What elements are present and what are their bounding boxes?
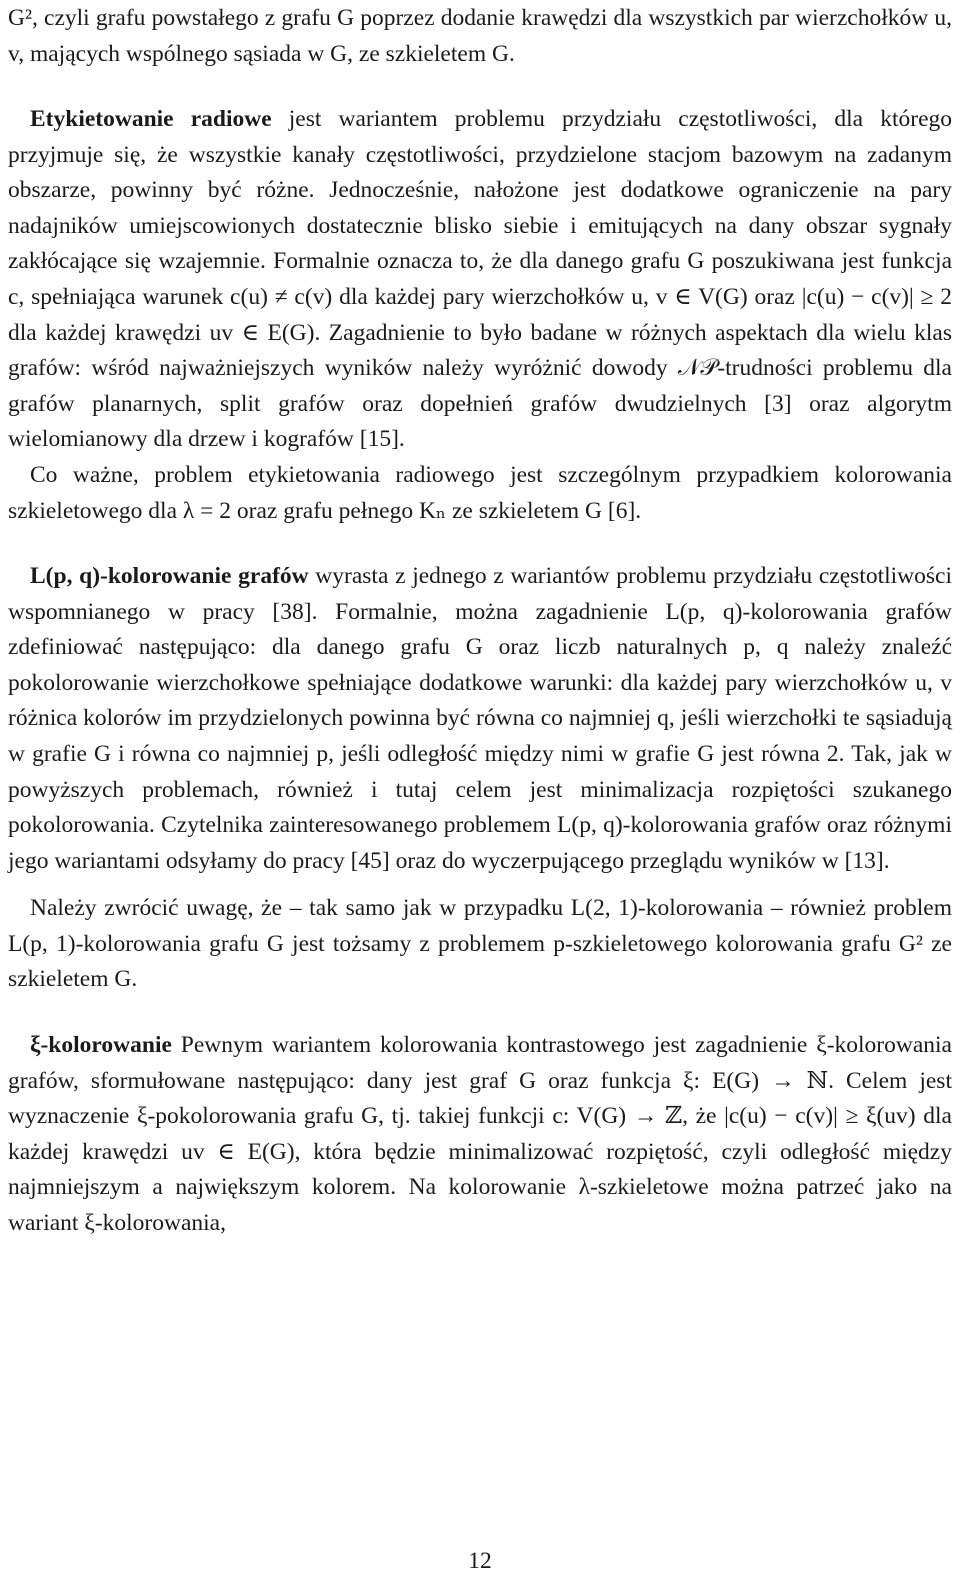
paragraph-lp1-equivalence [8,891,952,998]
paragraph-text: Należy zwrócić uwagę, że – tak samo jak w przypadku L(2, 1)-kolorowania – również problem L(p, 1)-kolorowania grafu G jest tożsamy z problemem p-szkieletowego kolorowania grafu G² ze szkieletem G. [8,895,952,993]
paragraph-text: G², czyli grafu powstałego z grafu G poprzez dodanie krawędzi dla wszystkich par wierzchołków u, v, mających wspólnego sąsiada w G, ze szkieletem G. [8,5,952,67]
paragraph-text: wyrasta z jednego z wariantów problemu przydziału częstotliwości wspomnianego w pracy [38]. Formalnie, można zagadnienie L(p, q)-kolorowania grafów zdefiniować następująco: dla danego grafu G oraz liczb naturalnych p, q należy znaleźć pokolorowanie wierzchołkowe spełniające dodatkowe warunki: dla każdej pary wierzchołków u, v różnica kolorów im przydzielonych powinna być równa co najmniej q, jeśli wierzchołki te sąsiadują w grafie G i równa co najmniej p, jeśli odległość między nimi w grafie G jest równa 2. Tak, jak w powyższych problemach, również i tutaj celem jest minimalizacja rozpiętości szukanego pokolorowania. Czytelnika zainteresowanego problemem L(p, q)-kolorowania grafów oraz różnymi jego wariantami odsyłamy do pracy [45] oraz do wyczerpującego przeglądu wyników w [13]. [8,563,952,874]
paragraph-radio-special-case [8,458,952,529]
paragraph-square-graph [8,1,952,72]
term-lpq-coloring: L(p, q)-kolorowanie grafów [30,563,309,589]
paragraph-radio-labeling [8,102,952,458]
term-radio-labeling: Etykietowanie radiowe [30,106,272,132]
paragraph-lpq-coloring [8,559,952,879]
term-xi-coloring: ξ-kolorowanie [30,1032,172,1058]
paragraph-text: Pewnym wariantem kolorowania kontrastowego jest zagadnienie ξ-kolorowania grafów, sformułowane następująco: dany jest graf G oraz funkcja ξ: E(G) → ℕ. Celem jest wyznaczenie ξ-pokolorowania grafu G, tj. takiej funkcji c: V(G) → ℤ, że |c(u) − c(v)| ≥ ξ(uv) dla każdej krawędzi uv ∈ E(G), która będzie minimalizować rozpiętość, czyli odległość między najmniejszym a największym kolorem. Na kolorowanie λ-szkieletowe można patrzeć jako na wariant ξ-kolorowania, [8,1032,952,1236]
paragraph-text: jest wariantem problemu przydziału częstotliwości, dla którego przyjmuje się, że wszystkie kanały częstotliwości, przydzielone stacjom bazowym na zadanym obszarze, powinny być różne. Jednocześnie, nałożone jest dodatkowe ograniczenie na pary nadajników umiejscowionych dostatecznie blisko siebie i emitujących na dany obszar sygnały zakłócające się wzajemnie. Formalnie oznacza to, że dla danego grafu G poszukiwana jest funkcja c, spełniająca warunek c(u) ≠ c(v) dla każdej pary wierzchołków u, v ∈ V(G) oraz |c(u) − c(v)| ≥ 2 dla każdej krawędzi uv ∈ E(G). Zagadnienie to było badane w różnych aspektach dla wielu klas grafów: wśród najważniejszych wyników należy wyróżnić dowody 𝒩𝒫-trudności problemu dla grafów planarnych, split grafów oraz dopełnień grafów dwudzielnych [3] oraz algorytm wielomianowy dla drzew i kografów [15]. [8,106,952,453]
document-page [8,0,952,1583]
page-number: 12 [468,1548,492,1574]
paragraph-xi-coloring [8,1028,952,1242]
paragraph-text: Co ważne, problem etykietowania radiowego jest szczególnym przypadkiem kolorowania szkieletowego dla λ = 2 oraz grafu pełnego Kₙ ze szkieletem G [6]. [8,462,952,524]
